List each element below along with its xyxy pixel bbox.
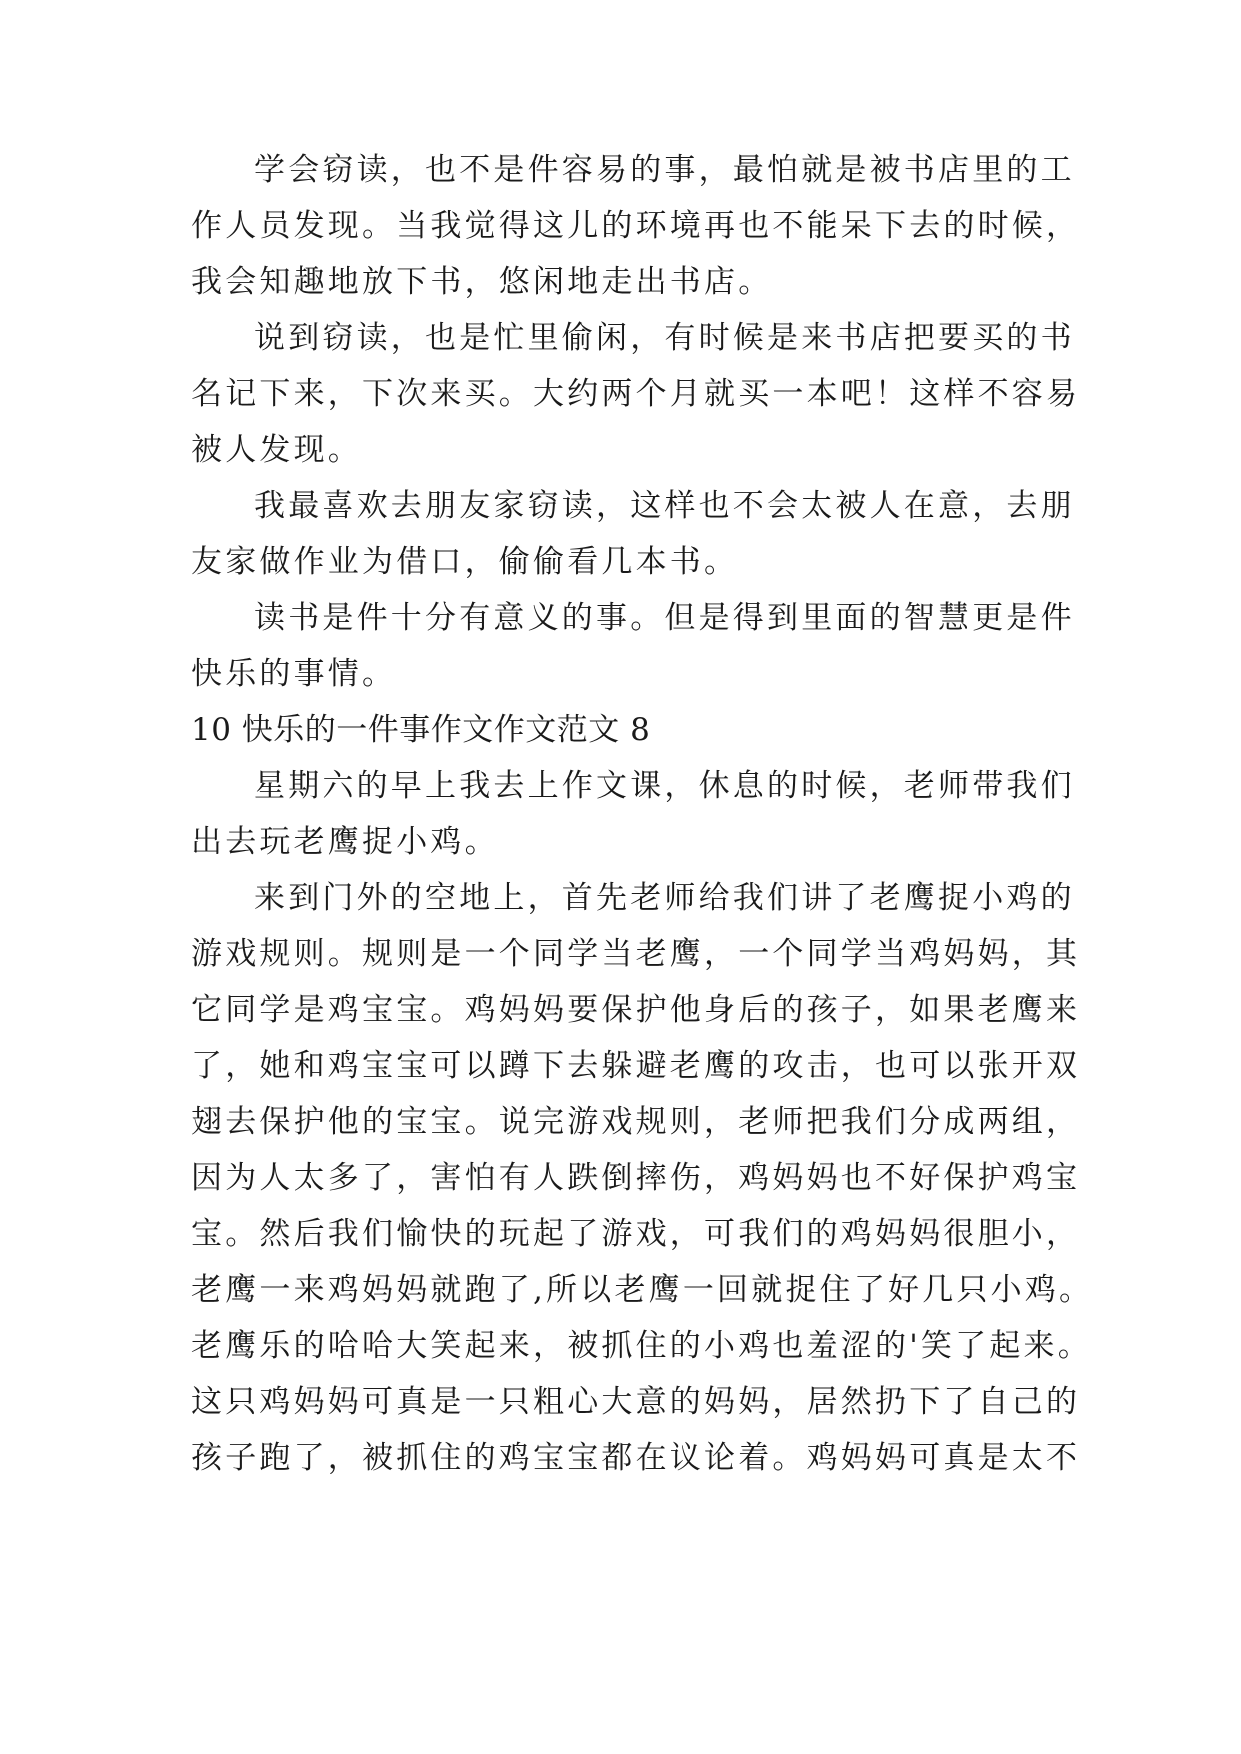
paragraph-line: 我会知趣地放下书，悠闲地走出书店。 [191,264,773,300]
paragraph-line: 读书是件十分有意义的事。但是得到里面的智慧更是件 [254,600,1075,636]
paragraph-line: 学会窃读，也不是件容易的事，最怕就是被书店里的工 [254,152,1075,188]
paragraph-line: 了，她和鸡宝宝可以蹲下去躲避老鹰的攻击，也可以张开双 [191,1048,1081,1084]
paragraph-line: 这只鸡妈妈可真是一只粗心大意的妈妈，居然扔下了自己的 [191,1384,1081,1420]
paragraph-line: 被人发现。 [191,432,362,468]
paragraph-line: 作人员发现。当我觉得这儿的环境再也不能呆下去的时候， [191,208,1081,244]
paragraph-line: 名记下来，下次来买。大约两个月就买一本吧！这样不容易 [191,376,1081,412]
paragraph-line: 宝。然后我们愉快的玩起了游戏，可我们的鸡妈妈很胆小， [191,1216,1081,1252]
paragraph-line: 快乐的事情。 [191,656,397,692]
paragraph-line: 来到门外的空地上，首先老师给我们讲了老鹰捉小鸡的 [254,880,1075,916]
section-heading: 10 快乐的一件事作文作文范文 8 [191,712,651,748]
paragraph-line: 它同学是鸡宝宝。鸡妈妈要保护他身后的孩子，如果老鹰来 [191,992,1081,1028]
paragraph-line: 孩子跑了，被抓住的鸡宝宝都在议论着。鸡妈妈可真是太不 [191,1440,1081,1476]
paragraph-line: 出去玩老鹰捉小鸡。 [191,824,499,860]
paragraph-line: 因为人太多了，害怕有人跌倒摔伤，鸡妈妈也不好保护鸡宝 [191,1160,1081,1196]
paragraph-line: 老鹰一来鸡妈妈就跑了,所以老鹰一回就捉住了好几只小鸡。 [191,1272,1094,1308]
paragraph-line: 说到窃读，也是忙里偷闲，有时候是来书店把要买的书 [254,320,1075,356]
paragraph-line: 老鹰乐的哈哈大笑起来，被抓住的小鸡也羞涩的'笑了起来。 [191,1328,1092,1364]
paragraph-line: 友家做作业为借口，偷偷看几本书。 [191,544,739,580]
paragraph-line: 星期六的早上我去上作文课，休息的时候，老师带我们 [254,768,1075,804]
paragraph-line: 游戏规则。规则是一个同学当老鹰，一个同学当鸡妈妈，其 [191,936,1081,972]
paragraph-line: 我最喜欢去朋友家窃读，这样也不会太被人在意，去朋 [254,488,1075,524]
paragraph-line: 翅去保护他的宝宝。说完游戏规则，老师把我们分成两组， [191,1104,1081,1140]
